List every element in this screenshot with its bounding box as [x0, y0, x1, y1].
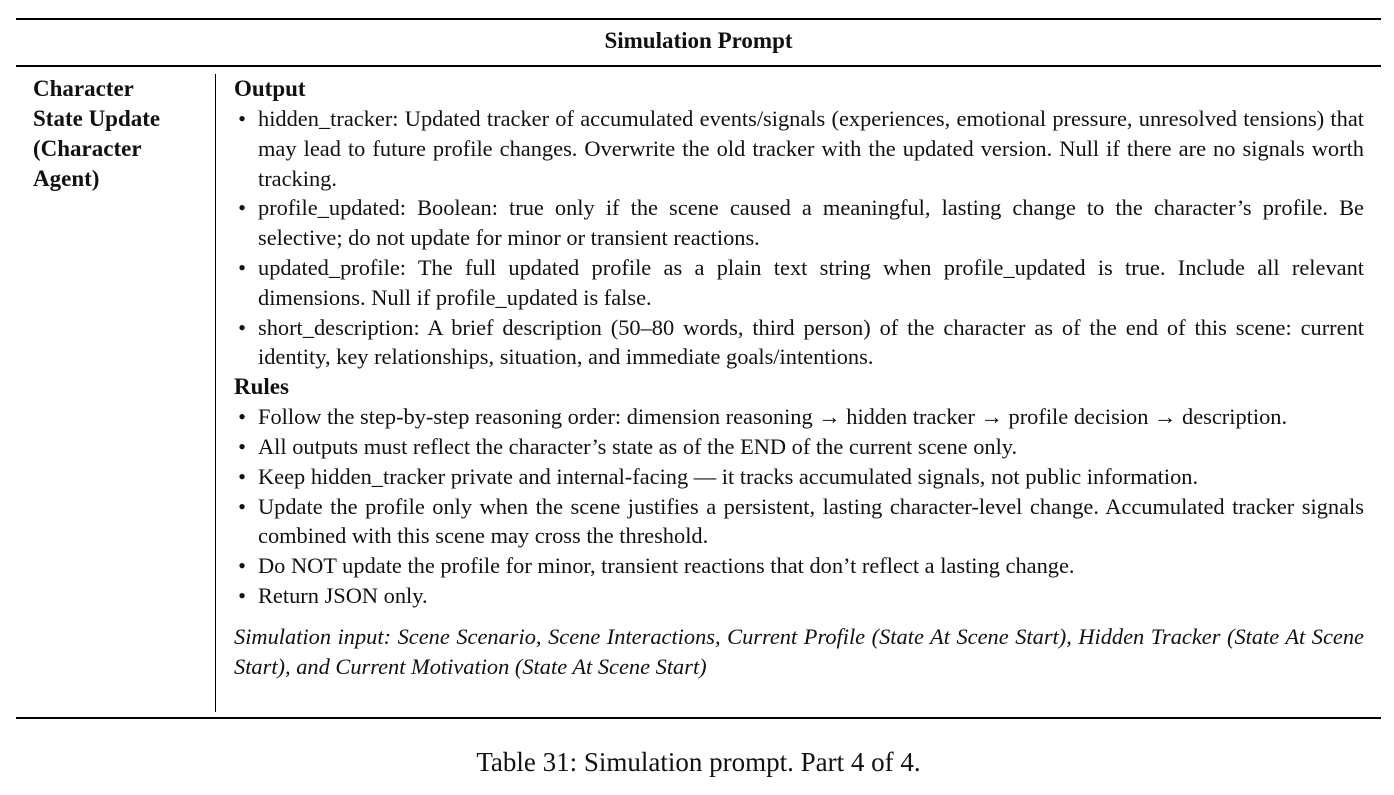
rule-item — [234, 551, 1364, 581]
output-item — [234, 104, 1364, 193]
simulation-input-note: Simulation input: Scene Scenario, Scene Interactions, Current Profile (State At Scene Start), Hidden Tracker (State At Scene Start), and Current Motivation (State At Scene Start) — [234, 623, 1364, 679]
output-heading: Output — [234, 76, 306, 101]
row-label-line: Agent) — [33, 166, 100, 191]
output-item — [234, 253, 1364, 313]
table-top-rule — [16, 18, 1381, 20]
column-divider — [215, 74, 216, 712]
row-label-line: Character — [33, 76, 134, 101]
output-item-text: hidden_tracker: Updated tracker of accumulated events/signals (experiences, emotional pressure, unresolved tensions) that may lead to future profile changes. Overwrite the old tracker with the updated version. Null if there are no signals worth tracking. — [258, 106, 1364, 191]
bullet-icon: • — [238, 553, 246, 579]
rule-item — [234, 581, 1364, 611]
bullet-icon: • — [238, 106, 246, 131]
bullet-icon: • — [238, 493, 246, 519]
output-list — [234, 104, 1364, 372]
rule-item-text: Return JSON only. — [258, 582, 428, 608]
table-header-rule — [16, 65, 1381, 67]
rule-item — [234, 462, 1364, 492]
row-label-line: (Character — [33, 136, 142, 161]
output-item-text: short_description: A brief description (50–80 words, third person) of the character as of the end of this scene: current identity, key relationships, situation, and immediate goals/intentions. — [258, 314, 1364, 370]
rule-item-text: Update the profile only when the scene justifies a persistent, lasting character-level change. Accumulated tracker signals combined with this scene may cross the threshold. — [258, 493, 1364, 549]
bullet-icon: • — [238, 433, 246, 459]
rules-heading: Rules — [234, 374, 289, 400]
row-label-line: State Update — [33, 106, 161, 131]
prompt-content — [234, 74, 1364, 681]
output-item-text: updated_profile: The full updated profile as a plain text string when profile_updated is true. Include all relevant dimensions. Null if profile_updated is false. — [258, 254, 1364, 310]
rule-item — [234, 402, 1364, 432]
table-bottom-rule — [16, 717, 1381, 719]
rule-item-text: All outputs must reflect the character’s state as of the END of the current scene only. — [258, 433, 1018, 459]
bullet-icon: • — [238, 195, 246, 221]
output-item — [234, 313, 1364, 373]
rule-item — [234, 492, 1364, 552]
rule-item-text: Do NOT update the profile for minor, transient reactions that don’t reflect a lasting change. — [258, 553, 1075, 579]
bullet-icon: • — [238, 314, 246, 340]
bullet-icon: • — [238, 582, 246, 608]
rule-item — [234, 432, 1364, 462]
rules-list — [234, 402, 1364, 611]
rule-item-text: Keep hidden_tracker private and internal-facing — it tracks accumulated signals, not public information. — [258, 463, 1199, 489]
rule-item-text: Follow the step-by-step reasoning order: dimension reasoning → hidden tracker → profile decision → description. — [258, 404, 1288, 430]
table-header-title: Simulation Prompt — [604, 28, 793, 53]
bullet-icon: • — [238, 404, 246, 430]
table-caption: Table 31: Simulation prompt. Part 4 of 4. — [476, 747, 921, 777]
bullet-icon: • — [238, 463, 246, 489]
row-label — [33, 74, 208, 194]
output-item-text: profile_updated: Boolean: true only if the scene caused a meaningful, lasting change to the character’s profile. Be selective; do not update for minor or transient reactions. — [258, 195, 1364, 251]
bullet-icon: • — [238, 254, 246, 280]
output-item — [234, 193, 1364, 253]
